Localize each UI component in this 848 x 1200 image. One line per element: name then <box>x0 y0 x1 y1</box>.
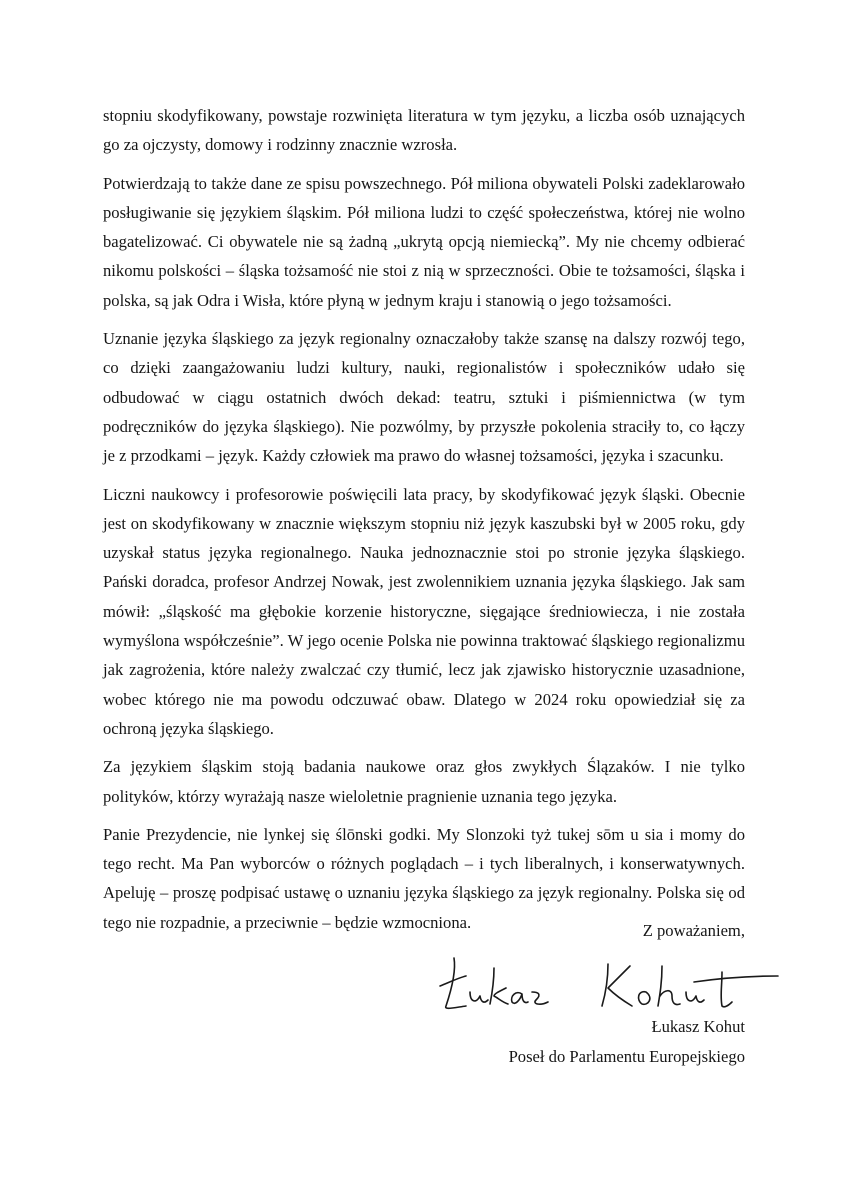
letter-body <box>103 101 745 946</box>
paragraph-1: stopniu skodyfikowany, powstaje rozwinięta literatura w tym języku, a liczba osób uznających go za ojczysty, domowy i rodzinny znacznie wzrosła. <box>103 106 745 155</box>
paragraph-3: Uznanie języka śląskiego za język regionalny oznaczałoby także szansę na dalszy rozwój tego, co dzięki zaangażowaniu ludzi kultury, nauki, regionalistów i społeczników udało się odbudować w ciągu ostatnich dwóch dekad: teatru, sztuki i piśmiennictwa (w tym podręczników do języka śląskiego). Nie pozwólmy, by przyszłe pokolenia straciły to, co łączy je z przodkami – język. Każdy człowiek ma prawo do własnej tożsamości, języka i szacunku. <box>103 329 745 466</box>
handwritten-signature <box>432 948 782 1018</box>
paragraph-5: Za językiem śląskim stoją badania naukowe oraz głos zwykłych Ślązaków. I nie tylko polityków, którzy wyrażają nasze wieloletnie pragnienie uznania tego języka. <box>103 757 745 806</box>
paragraph-2: Potwierdzają to także dane ze spisu powszechnego. Pół miliona obywateli Polski zadeklarowało posługiwanie się językiem śląskim. Pół miliona ludzi to część społeczeństwa, której nie wolno bagatelizować. Ci obywatele nie są żadną „ukrytą opcją niemiecką”. My nie chcemy odbierać nikomu polskości – śląska tożsamość nie stoi z nią w sprzeczności. Obie te tożsamości, śląska i polska, są jak Odra i Wisła, które płyną w jednym kraju i stanowią o jego tożsamości. <box>103 173 745 310</box>
closing-salutation: Z poważaniem, <box>642 921 745 940</box>
paragraph-4: Liczni naukowcy i profesorowie poświęcili lata pracy, by skodyfikować język śląski. Obecnie jest on skodyfikowany w znacznie większym stopniu niż język kaszubski był w 2005 roku, gdy uzyskał status języka regionalnego. Nauka jednoznacznie stoi po stronie języka śląskiego. Pański doradca, profesor Andrzej Nowak, jest zwolennikiem uznania języka śląskiego. Jak sam mówił: „śląskość ma głębokie korzenie historyczne, sięgające średniowiecza, i nie została wymyślona współcześnie”. W jego ocenie Polska nie powinna traktować śląskiego regionalizmu jak zagrożenia, które należy zwalczać czy tłumić, lecz jak zjawisko historycznie uzasadnione, wobec którego nie ma powodu odczuwać obaw. Dlatego w 2024 roku opowiedział się za ochroną języka śląskiego. <box>103 484 745 738</box>
signer-title: Poseł do Parlamentu Europejskiego <box>508 1047 745 1066</box>
signer-name: Łukasz Kohut <box>651 1017 745 1036</box>
paragraph-6: Panie Prezydencie, nie lynkej się ślōnski godki. My Slonzoki tyż tukej sōm u sia i momy do tego recht. Ma Pan wyborców o różnych poglądach – i tych liberalnych, i konserwatywnych. Apeluję – proszę podpisać ustawę o uznaniu języka śląskiego za język regionalny. Polska się od tego nie rozpadnie, a przeciwnie – będzie wzmocniona. <box>103 824 745 932</box>
